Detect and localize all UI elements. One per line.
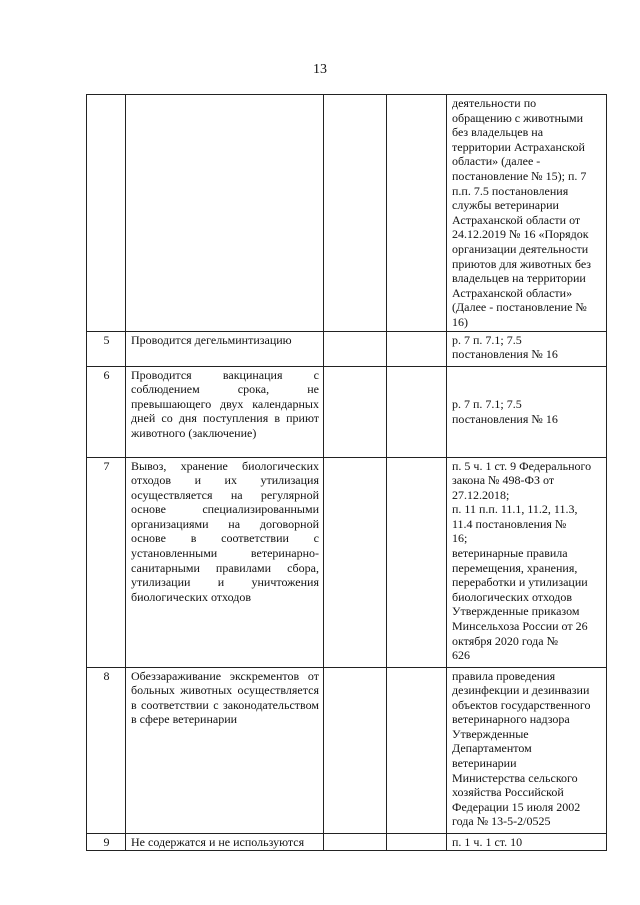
empty-cell [324, 95, 387, 332]
requirements-table [86, 94, 607, 851]
empty-cell [324, 667, 387, 833]
requirement-text: Не содержатся и не используются [126, 833, 324, 851]
empty-cell [387, 366, 447, 457]
requirement-text: Вывоз, хранение биологических отходов и их утилизация осуществляется на регулярной основе специализированными организациями на договорной основе в соответствии с установленными ветеринарно-санитарными правилами сбора, утилизации и уничтожения биологических отходов [126, 457, 324, 667]
legal-reference [447, 833, 607, 851]
requirement-text: Проводится дегельминтизацию [126, 331, 324, 366]
legal-reference [447, 366, 607, 457]
empty-cell [387, 95, 447, 332]
table-row [87, 457, 607, 667]
table-row [87, 95, 607, 332]
row-number: 5 [87, 331, 126, 366]
empty-cell [387, 833, 447, 851]
legal-reference [447, 457, 607, 667]
empty-cell [387, 331, 447, 366]
legal-reference-text: р. 7 п. 7.1; 7.5 постановления № 16 [452, 332, 558, 362]
row-number: 9 [87, 833, 126, 851]
legal-reference-text: правила проведения дезинфекции и дезинвазии объектов государственного ветеринарного надзора Утвержденные Департаментом ветеринарии Министерства сельского хозяйства Российской Федерации 15 июля 2002 года № 13-5-2/0525 [452, 668, 591, 829]
requirement-text [126, 95, 324, 332]
legal-reference-text: п. 5 ч. 1 ст. 9 Федерального закона № 498-ФЗ от 27.12.2018; п. 11 п.п. 11.1, 11.2, 11.3, 11.4 постановления № 16; ветеринарные правила перемещения, хранения, переработки и утилизации биологических отходов Утвержденные приказом Минсельхоза России от 26 октября 2020 года № 626 [452, 458, 592, 663]
empty-cell [387, 457, 447, 667]
legal-reference-text: п. 1 ч. 1 ст. 10 [452, 834, 523, 849]
empty-cell [324, 331, 387, 366]
legal-reference [447, 95, 607, 332]
row-number: 7 [87, 457, 126, 667]
table-row [87, 667, 607, 833]
page-number: 13 [313, 62, 327, 77]
legal-reference-text: деятельности по обращению с животными без владельцев на территории Астраханской области» (далее - постановление № 15); п. 7 п.п. 7.5 постановления службы ветеринарии Астраханской области от 24.12.2019 № 16 «Порядок организации деятельности приютов для животных без владельцев на территории Астраханской области» (Далее - постановление № 16) [452, 96, 592, 329]
row-number: 6 [87, 366, 126, 457]
empty-cell [324, 833, 387, 851]
row-number [87, 95, 126, 332]
empty-cell [324, 457, 387, 667]
legal-reference [447, 331, 607, 366]
table-row [87, 331, 607, 366]
empty-cell [324, 366, 387, 457]
legal-reference-text: р. 7 п. 7.1; 7.5 постановления № 16 [452, 396, 558, 426]
table-row [87, 366, 607, 457]
row-number: 8 [87, 667, 126, 833]
legal-reference [447, 667, 607, 833]
table-row [87, 833, 607, 851]
requirement-text: Обеззараживание экскрементов от больных животных осуществляется в соответствии с законодательством в сфере ветеринарии [126, 667, 324, 833]
requirement-text: Проводится вакцинация с соблюдением срока, не превышающего двух календарных дней со дня поступления в приют животного (заключение) [126, 366, 324, 457]
empty-cell [387, 667, 447, 833]
